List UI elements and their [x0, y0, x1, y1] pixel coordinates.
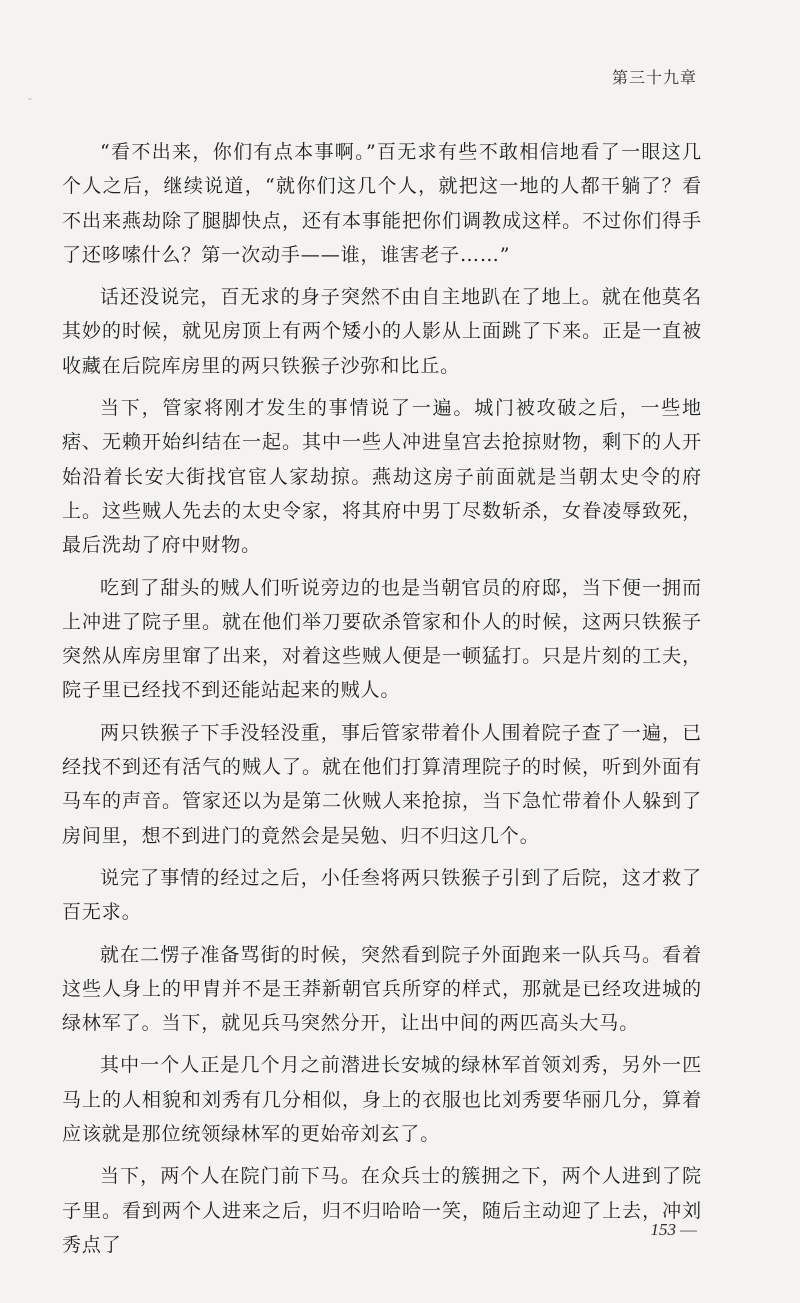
page-number-footer — [651, 1220, 698, 1240]
paragraph-3: 当下，管家将刚才发生的事情说了一遍。城门被攻破之后，一些地痞、无赖开始纠结在一起。其中一些人冲进皇宫去抢掠财物，剩下的人开始沿着长安大街找官宦人家劫掠。燕劫这房子前面就是当朝太史令的府上。这些贼人先去的太史令家，将其府中男丁尽数斩杀，女眷凌辱致死，最后洗劫了府中财物。 — [62, 397, 702, 557]
running-header-chapter: 第三十九章 — [611, 68, 697, 87]
paragraph-8: 其中一个人正是几个月之前潜进长安城的绿林军首领刘秀，另外一匹马上的人相貌和刘秀有几分相似，身上的衣服也比刘秀要华丽几分，算着应该就是那位统领绿林军的更始帝刘玄了。 — [62, 1054, 702, 1146]
paragraph-5: 两只铁猴子下手没轻没重，事后管家带着仆人围着院子查了一遍，已经找不到还有活气的贼人了。就在他们打算清理院子的时候，听到外面有马车的声音。管家还以为是第二伙贼人来抢掠，当下急忙带着仆人躲到了房间里，想不到进门的竟然会是吴勉、归不归这几个。 — [62, 721, 702, 847]
page-number: 153 — [650, 1220, 676, 1239]
paragraph-1: “看不出来，你们有点本事啊。”百无求有些不敢相信地看了一眼这几个人之后，继续说道，“就你们这几个人，就把这一地的人都干躺了？看不出来燕劫除了腿脚快点，还有本事能把你们调教成这样。不过你们得手了还哆嗦什么？第一次动手——谁，谁害老子……” — [62, 141, 702, 266]
paragraph-7: 就在二愣子准备骂街的时候，突然看到院子外面跑来一队兵马。看着这些人身上的甲胄并不是王莽新朝官兵所穿的样式，那就是已经攻进城的绿林军了。当下，就见兵马突然分开，让出中间的两匹高头大马。 — [62, 943, 702, 1035]
body-text — [62, 135, 702, 1270]
paper-speck — [28, 98, 32, 100]
page-number-dash: — — [680, 1220, 697, 1239]
paragraph-9: 当下，两个人在院门前下马。在众兵士的簇拥之下，两个人进到了院子里。看到两个人进来之后，归不归哈哈一笑，随后主动迎了上去，冲刘秀点了 — [62, 1165, 702, 1256]
paragraph-4: 吃到了甜头的贼人们听说旁边的也是当朝官员的府邸，当下便一拥而上冲进了院子里。就在他们举刀要砍杀管家和仆人的时候，这两只铁猴子突然从库房里窜了出来，对着这些贼人便是一顿猛打。只是片刻的工夫，院子里已经找不到还能站起来的贼人。 — [62, 576, 702, 702]
paragraph-2: 话还没说完，百无求的身子突然不由自主地趴在了地上。就在他莫名其妙的时候，就见房顶上有两个矮小的人影从上面跳了下来。正是一直被收藏在后院库房里的两只铁猴子沙弥和比丘。 — [62, 286, 702, 377]
paragraph-6: 说完了事情的经过之后，小任叁将两只铁猴子引到了后院，这才救了百无求。 — [62, 866, 702, 924]
